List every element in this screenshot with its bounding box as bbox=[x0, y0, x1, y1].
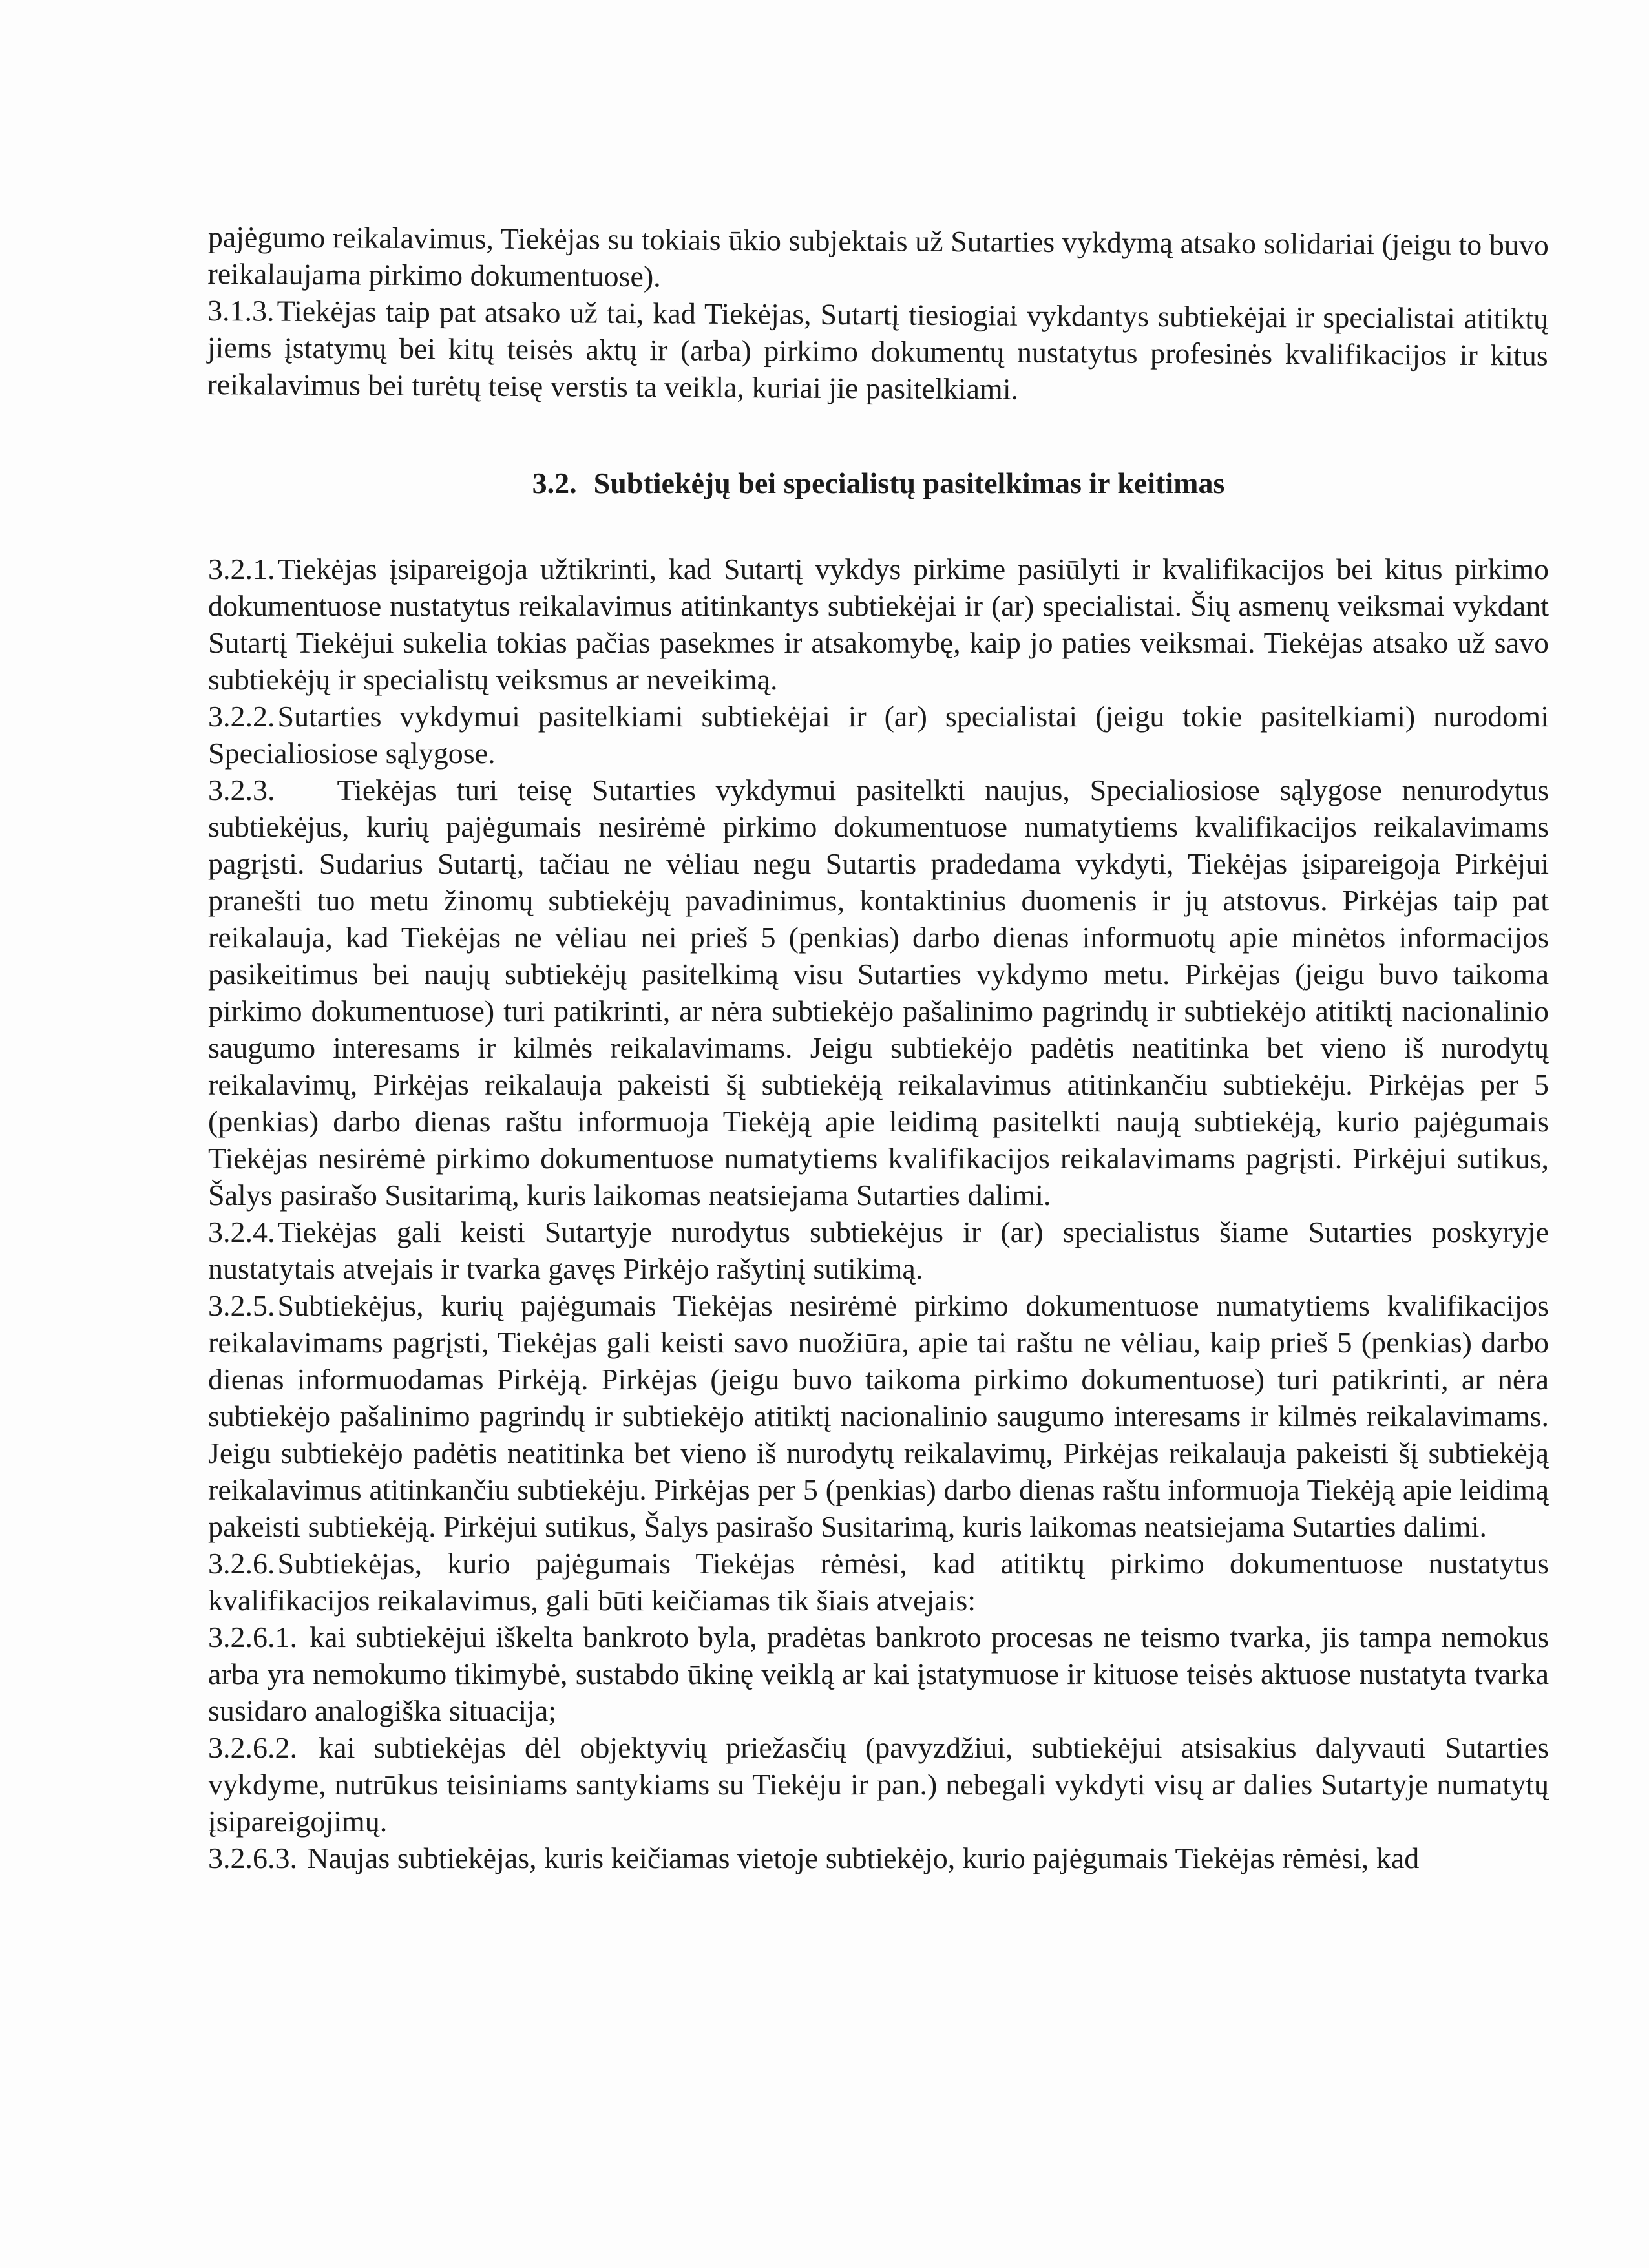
clause-3-2-5 bbox=[208, 1287, 1549, 1545]
clause-text: Tiekėjas gali keisti Sutartyje nurodytus subtiekėjus ir (ar) specialistus šiame Sutarties poskyryje nustatytais atvejais ir tvarka gavęs Pirkėjo rašytinį sutikimą. bbox=[208, 1215, 1549, 1285]
clause-text: Subtiekėjas, kurio pajėgumais Tiekėjas rėmėsi, kad atitiktų pirkimo dokumentuose nustatytus kvalifikacijos reikalavimus, gali būti keičiamas tik šiais atvejais: bbox=[208, 1547, 1549, 1617]
opening-block bbox=[207, 218, 1549, 411]
section-title: Subtiekėjų bei specialistų pasitelkimas ir keitimas bbox=[593, 467, 1225, 499]
clause-number: 3.2.6.3. bbox=[208, 1842, 297, 1874]
clause-text: Subtiekėjus, kurių pajėgumais Tiekėjas nesirėmė pirkimo dokumentuose numatytiems kvalifikacijos reikalavimams pagrįsti, Tiekėjas gali keisti savo nuožiūra, apie tai raštu ne vėliau, kaip prieš 5 (penkias) darbo dienas informuodamas Pirkėją. Pirkėjas (jeigu buvo taikoma pirkimo dokumentuose) turi patikrinti, ar nėra subtiekėjo pašalinimo pagrindų ir subtiekėjo atitiktį nacionalinio saugumo interesams ir kilmės reikalavimams. Jeigu subtiekėjo padėtis neatitinka bet vieno iš nurodytų reikalavimų, Pirkėjas reikalauja pakeisti šį subtiekėją reikalavimus atitinkančiu subtiekėju. Pirkėjas per 5 (penkias) darbo dienas raštu informuoja Tiekėją apie leidimą pakeisti subtiekėją. Pirkėjui sutikus, Šalys pasirašo Susitarimą, kuris laikomas neatsiejama Sutarties dalimi. bbox=[208, 1289, 1549, 1543]
clause-text: kai subtiekėjas dėl objektyvių priežasčių (pavyzdžiui, subtiekėjui atsisakius dalyvauti Sutarties vykdyme, nutrūkus teisiniams santykiams su Tiekėju ir pan.) nebegali vykdyti visų ar dalies Sutartyje numatytų įsipareigojimų. bbox=[208, 1731, 1549, 1838]
clause-number: 3.2.6.1. bbox=[208, 1621, 297, 1654]
section-heading bbox=[208, 465, 1549, 501]
clause-text: Tiekėjas turi teisę Sutarties vykdymui pasitelkti naujus, Specialiosiose sąlygose nenurodytus subtiekėjus, kurių pajėgumais nesirėmė pirkimo dokumentuose numatytiems kvalifikacijos reikalavimams pagrįsti. Sudarius Sutartį, tačiau ne vėliau negu Sutartis pradedama vykdyti, Tiekėjas įsipareigoja Pirkėjui pranešti tuo metu žinomų subtiekėjų pavadinimus, kontaktinius duomenis ir jų atstovus. Pirkėjas taip pat reikalauja, kad Tiekėjas ne vėliau nei prieš 5 (penkias) darbo dienas informuotų apie minėtos informacijos pasikeitimus bei naujų subtiekėjų pasitelkimą visu Sutarties vykdymo metu. Pirkėjas (jeigu buvo taikoma pirkimo dokumentuose) turi patikrinti, ar nėra subtiekėjo pašalinimo pagrindų ir subtiekėjo atitiktį nacionalinio saugumo interesams ir kilmės reikalavimams. Jeigu subtiekėjo padėtis neatitinka bet vieno iš nurodytų reikalavimų, Pirkėjas reikalauja pakeisti šį subtiekėją reikalavimus atitinkančiu subtiekėju. Pirkėjas per 5 (penkias) darbo dienas raštu informuoja Tiekėją apie leidimą pasitelkti naują subtiekėją, kurio pajėgumais Tiekėjas nesirėmė pirkimo dokumentuose numatytiems kvalifikacijos reikalavimams pagrįsti. Pirkėjui sutikus, Šalys pasirašo Susitarimą, kuris laikomas neatsiejama Sutarties dalimi. bbox=[208, 773, 1549, 1212]
clause-number: 3.2.1. bbox=[208, 552, 275, 585]
intro-text: pajėgumo reikalavimus, Tiekėjas su tokiais ūkio subjektais už Sutarties vykdymą atsako solidariai (jeigu to buvo reikalaujama pirkimo dokumentuose). bbox=[207, 220, 1549, 293]
clause-3-1-3 bbox=[207, 292, 1548, 411]
clause-3-2-2 bbox=[208, 698, 1549, 772]
clause-number: 3.2.6.2. bbox=[208, 1731, 297, 1764]
clause-3-2-3 bbox=[208, 772, 1549, 1213]
clause-number: 3.2.6. bbox=[208, 1547, 275, 1580]
clause-number: 3.2.2. bbox=[208, 700, 275, 733]
clause-text: Tiekėjas įsipareigoja užtikrinti, kad Sutartį vykdys pirkime pasiūlyti ir kvalifikacijos bei kitus pirkimo dokumentuose nustatytus reikalavimus atitinkantys subtiekėjai ir (ar) specialistai. Šių asmenų veiksmai vykdant Sutartį Tiekėjui sukelia tokias pačias pasekmes ir atsakomybę, kaip jo paties veiksmai. Tiekėjas atsako už savo subtiekėjų ir specialistų veiksmus ar neveikimą. bbox=[208, 552, 1549, 696]
clause-3-2-6 bbox=[208, 1545, 1549, 1619]
clause-3-2-4 bbox=[208, 1213, 1549, 1287]
clause-number: 3.2.4. bbox=[208, 1215, 275, 1248]
clause-number: 3.2.5. bbox=[208, 1289, 275, 1322]
clause-text: Sutarties vykdymui pasitelkiami subtiekėjai ir (ar) specialistai (jeigu tokie pasitelkiami) nurodomi Specialiosiose sąlygose. bbox=[208, 700, 1549, 770]
intro-paragraph bbox=[207, 218, 1549, 300]
clause-text: Naujas subtiekėjas, kuris keičiamas vietoje subtiekėjo, kurio pajėgumais Tiekėjas rėmėsi, kad bbox=[307, 1842, 1420, 1874]
document-body bbox=[208, 218, 1549, 1876]
clause-3-2-6-3 bbox=[208, 1840, 1549, 1876]
clause-number: 3.2.3. bbox=[208, 773, 275, 806]
clause-number: 3.1.3. bbox=[207, 293, 275, 328]
clause-text: Tiekėjas taip pat atsako už tai, kad Tiekėjas, Sutartį tiesiogiai vykdantys subtiekėjai ir specialistai atitiktų jiems įstatymų bei kitų teisės aktų ir (arba) pirkimo dokumentų nustatytus profesinės kvalifikacijos ir kitus reikalavimus bei turėtų teisę verstis ta veikla, kuriai jie pasitelkiami. bbox=[207, 294, 1549, 406]
clause-text: kai subtiekėjui iškelta bankroto byla, pradėtas bankroto procesas ne teismo tvarka, jis tampa nemokus arba yra nemokumo tikimybė, sustabdo ūkinę veiklą ar kai įstatymuose ir kituose teisės aktuose nustatyta tvarka susidaro analogiška situacija; bbox=[208, 1621, 1549, 1727]
clause-3-2-6-2 bbox=[208, 1729, 1549, 1840]
section-number: 3.2. bbox=[532, 467, 577, 499]
clause-3-2-6-1 bbox=[208, 1619, 1549, 1729]
clause-3-2-1 bbox=[208, 551, 1549, 698]
